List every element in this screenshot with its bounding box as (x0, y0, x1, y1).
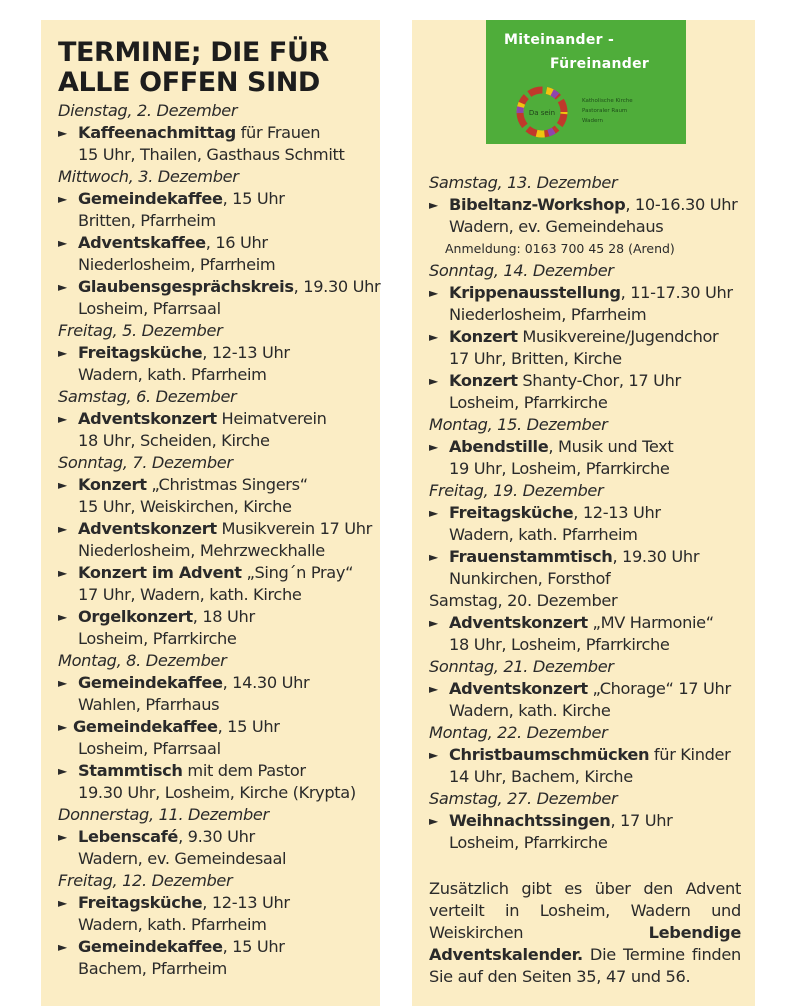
event-detail: Musikverein 17 Uhr (216, 519, 372, 538)
arrow-bullet-icon: ► (58, 236, 67, 250)
event-location: Losheim, Pfarrsaal (78, 739, 221, 758)
event-location: Niederlosheim, Pfarrheim (449, 305, 647, 324)
event-detail: , 19.30 Uhr (293, 277, 381, 296)
arrow-bullet-icon: ► (58, 676, 67, 690)
arrow-bullet-icon: ► (429, 682, 438, 696)
arrow-bullet-icon: ► (58, 830, 67, 844)
event-location: Wadern, kath. Pfarrheim (449, 525, 638, 544)
event-detail: , Musik und Text (548, 437, 674, 456)
event-title-row (429, 436, 737, 458)
event-location: 19.30 Uhr, Losheim, Kirche (Krypta) (78, 783, 356, 802)
event-title-row (429, 612, 737, 634)
event-name: Adventskaffee (78, 233, 206, 252)
event-title-row (58, 518, 380, 540)
date-heading: Mittwoch, 3. Dezember (58, 167, 239, 186)
arrow-bullet-icon: ► (58, 896, 67, 910)
event-title-row (58, 232, 380, 254)
event-location: Niederlosheim, Pfarrheim (78, 255, 276, 274)
event-title-row (58, 342, 380, 364)
event-detail: , 10-16.30 Uhr (625, 195, 738, 214)
arrow-bullet-icon: ► (58, 610, 67, 624)
event-name: Adventskonzert (78, 409, 217, 428)
event-name: Christbaumschmücken (449, 745, 650, 764)
date-heading: Samstag, 13. Dezember (429, 173, 618, 192)
arrow-bullet-icon: ► (58, 764, 67, 778)
arrow-bullet-icon: ► (58, 940, 67, 954)
event-detail: , 12-13 Uhr (573, 503, 661, 522)
date-heading: Freitag, 12. Dezember (58, 871, 233, 890)
event-detail: , 17 Uhr (610, 811, 673, 830)
event-location: 18 Uhr, Scheiden, Kirche (78, 431, 270, 450)
seal-text: Da sein (528, 109, 556, 117)
event-name: Weihnachtssingen (449, 811, 611, 830)
arrow-bullet-icon: ► (429, 286, 438, 300)
event-name: Adventskonzert (78, 519, 217, 538)
event-location: Wahlen, Pfarrhaus (78, 695, 220, 714)
event-name: Orgelkonzert (78, 607, 193, 626)
date-heading: Sonntag, 14. Dezember (429, 261, 614, 280)
event-location: Niederlosheim, Mehrzweckhalle (78, 541, 325, 560)
event-title-row (58, 716, 380, 738)
logo-small-line: Wadern (582, 118, 603, 124)
event-name: Adventskonzert (449, 613, 588, 632)
event-name: Freitagsküche (78, 893, 203, 912)
arrow-bullet-icon: ► (429, 814, 438, 828)
event-name: Frauenstammtisch (449, 547, 613, 566)
arrow-bullet-icon: ► (429, 748, 438, 762)
event-detail: , 15 Uhr (222, 937, 285, 956)
arrow-bullet-icon: ► (429, 330, 438, 344)
event-name: Konzert (449, 371, 518, 390)
event-location: Wadern, ev. Gemeindesaal (78, 849, 287, 868)
event-detail: , 9.30 Uhr (178, 827, 255, 846)
event-title-row (58, 122, 380, 144)
event-location: Wadern, kath. Pfarrheim (78, 915, 267, 934)
event-title-row (58, 826, 380, 848)
event-detail: „Sing´n Pray“ (241, 563, 354, 582)
event-name: Kaffeenachmittag (78, 123, 236, 142)
arrow-bullet-icon: ► (58, 478, 67, 492)
event-location: Britten, Pfarrheim (78, 211, 216, 230)
logo-line-2: Füreinander (550, 56, 650, 72)
date-heading: Montag, 15. Dezember (429, 415, 608, 434)
date-heading: Samstag, 27. Dezember (429, 789, 618, 808)
event-detail: „Christmas Singers“ (146, 475, 308, 494)
event-detail: , 12-13 Uhr (202, 343, 290, 362)
date-heading: Dienstag, 2. Dezember (58, 101, 238, 120)
arrow-bullet-icon: ► (429, 550, 438, 564)
event-name: Konzert im Advent (78, 563, 242, 582)
event-name: Konzert (449, 327, 518, 346)
event-title-row (58, 606, 380, 628)
event-location: Nunkirchen, Forsthof (449, 569, 611, 588)
title-line: ALLE OFFEN SIND (58, 67, 320, 98)
event-location: 14 Uhr, Bachem, Kirche (449, 767, 633, 786)
event-detail: Shanty-Chor, 17 Uhr (517, 371, 681, 390)
seal-icon (514, 84, 570, 140)
date-heading: Sonntag, 21. Dezember (429, 657, 614, 676)
event-name: Stammtisch (78, 761, 183, 780)
arrow-bullet-icon: ► (58, 522, 67, 536)
event-title-row (429, 282, 737, 304)
arrow-bullet-icon: ► (58, 126, 67, 140)
event-name: Glaubensgesprächskreis (78, 277, 294, 296)
title-line: TERMINE; DIE FÜR (58, 37, 329, 68)
event-location: 15 Uhr, Weiskirchen, Kirche (78, 497, 292, 516)
event-name: Freitagsküche (449, 503, 574, 522)
event-title-row (58, 672, 380, 694)
event-detail: für Frauen (235, 123, 321, 142)
event-title-row (429, 326, 737, 348)
event-location: Losheim, Pfarrkirche (78, 629, 237, 648)
event-title-row (58, 760, 380, 782)
arrow-bullet-icon: ► (429, 616, 438, 630)
event-location: Losheim, Pfarrkirche (449, 833, 608, 852)
event-location: Wadern, kath. Pfarrheim (78, 365, 267, 384)
event-title-row (429, 502, 737, 524)
event-title-row (429, 546, 737, 568)
event-name: Freitagsküche (78, 343, 203, 362)
note-text-before: Zusätzlich gibt es über den Advent verteilt in Losheim, Wadern und Weiskirchen (429, 879, 741, 942)
event-name: Abendstille (449, 437, 549, 456)
event-detail: , 12-13 Uhr (202, 893, 290, 912)
event-location: 15 Uhr, Thailen, Gasthaus Schmitt (78, 145, 345, 164)
right-column (412, 20, 755, 1006)
event-title-row (429, 370, 737, 392)
date-heading: Samstag, 6. Dezember (58, 387, 237, 406)
event-name: Konzert (78, 475, 147, 494)
event-detail: „Chorage“ 17 Uhr (587, 679, 731, 698)
logo-small-line: Pastoraler Raum (582, 108, 628, 114)
page-title (58, 38, 380, 98)
arrow-bullet-icon: ► (429, 374, 438, 388)
event-location: 18 Uhr, Losheim, Pfarrkirche (449, 635, 670, 654)
event-detail: , 14.30 Uhr (222, 673, 310, 692)
event-detail: , 16 Uhr (205, 233, 268, 252)
date-heading: Samstag, 20. Dezember (429, 591, 618, 610)
arrow-bullet-icon: ► (429, 506, 438, 520)
event-title-row (429, 678, 737, 700)
date-heading: Montag, 8. Dezember (58, 651, 227, 670)
arrow-bullet-icon: ► (58, 280, 67, 294)
arrow-bullet-icon: ► (58, 346, 67, 360)
advent-calendar-note (429, 878, 741, 988)
event-title-row (58, 474, 380, 496)
event-name: Gemeindekaffee (73, 717, 218, 736)
event-list-right (429, 172, 737, 854)
event-title-row (58, 936, 380, 958)
date-heading: Freitag, 5. Dezember (58, 321, 223, 340)
arrow-bullet-icon: ► (58, 412, 67, 426)
event-location: 19 Uhr, Losheim, Pfarrkirche (449, 459, 670, 478)
arrow-bullet-icon: ► (429, 440, 438, 454)
event-detail: , 11-17.30 Uhr (620, 283, 733, 302)
event-title-row (58, 408, 380, 430)
event-location: Losheim, Pfarrsaal (78, 299, 221, 318)
event-name: Bibeltanz-Workshop (449, 195, 626, 214)
date-heading: Freitag, 19. Dezember (429, 481, 604, 500)
event-name: Gemeindekaffee (78, 673, 223, 692)
event-name: Adventskonzert (449, 679, 588, 698)
event-detail: , 19.30 Uhr (612, 547, 700, 566)
event-title-row (58, 562, 380, 584)
logo-small-line: Katholische Kirche (582, 98, 633, 104)
left-column (41, 20, 380, 1006)
event-detail: Heimatverein (216, 409, 327, 428)
event-name: Gemeindekaffee (78, 937, 223, 956)
date-heading: Donnerstag, 11. Dezember (58, 805, 269, 824)
logo-line-1: Miteinander - (504, 32, 615, 48)
date-heading: Montag, 22. Dezember (429, 723, 608, 742)
event-detail: , 15 Uhr (217, 717, 280, 736)
event-name: Lebenscafé (78, 827, 179, 846)
event-title-row (429, 744, 737, 766)
event-detail: , 18 Uhr (192, 607, 255, 626)
event-location: Bachem, Pfarrheim (78, 959, 227, 978)
event-detail: Musikvereine/Jugendchor (517, 327, 719, 346)
arrow-bullet-icon: ► (58, 566, 67, 580)
note-text-bold: Lebendige Adventskalender. (429, 923, 741, 964)
event-title-row (429, 810, 737, 832)
event-detail: mit dem Pastor (182, 761, 306, 780)
arrow-bullet-icon: ► (58, 720, 67, 734)
event-detail: für Kinder (649, 745, 731, 764)
event-title-row (58, 188, 380, 210)
registration-note: Anmeldung: 0163 700 45 28 (Arend) (445, 241, 675, 256)
event-title-row (58, 276, 380, 298)
event-name: Gemeindekaffee (78, 189, 223, 208)
event-location: Wadern, kath. Kirche (449, 701, 611, 720)
event-detail: , 15 Uhr (222, 189, 285, 208)
event-location: Losheim, Pfarrkirche (449, 393, 608, 412)
event-detail: „MV Harmonie“ (587, 613, 714, 632)
arrow-bullet-icon: ► (58, 192, 67, 206)
note-text-after: Die Termine finden Sie auf den Seiten 35, 47 und 56. (429, 945, 741, 986)
miteinander-logo (486, 20, 686, 144)
event-location: Wadern, ev. Gemeindehaus (449, 217, 664, 236)
arrow-bullet-icon: ► (429, 198, 438, 212)
event-location: 17 Uhr, Britten, Kirche (449, 349, 622, 368)
date-heading: Sonntag, 7. Dezember (58, 453, 233, 472)
event-title-row (429, 194, 737, 216)
event-name: Krippenausstellung (449, 283, 621, 302)
event-list-left (58, 100, 380, 980)
event-title-row (58, 892, 380, 914)
event-location: 17 Uhr, Wadern, kath. Kirche (78, 585, 302, 604)
